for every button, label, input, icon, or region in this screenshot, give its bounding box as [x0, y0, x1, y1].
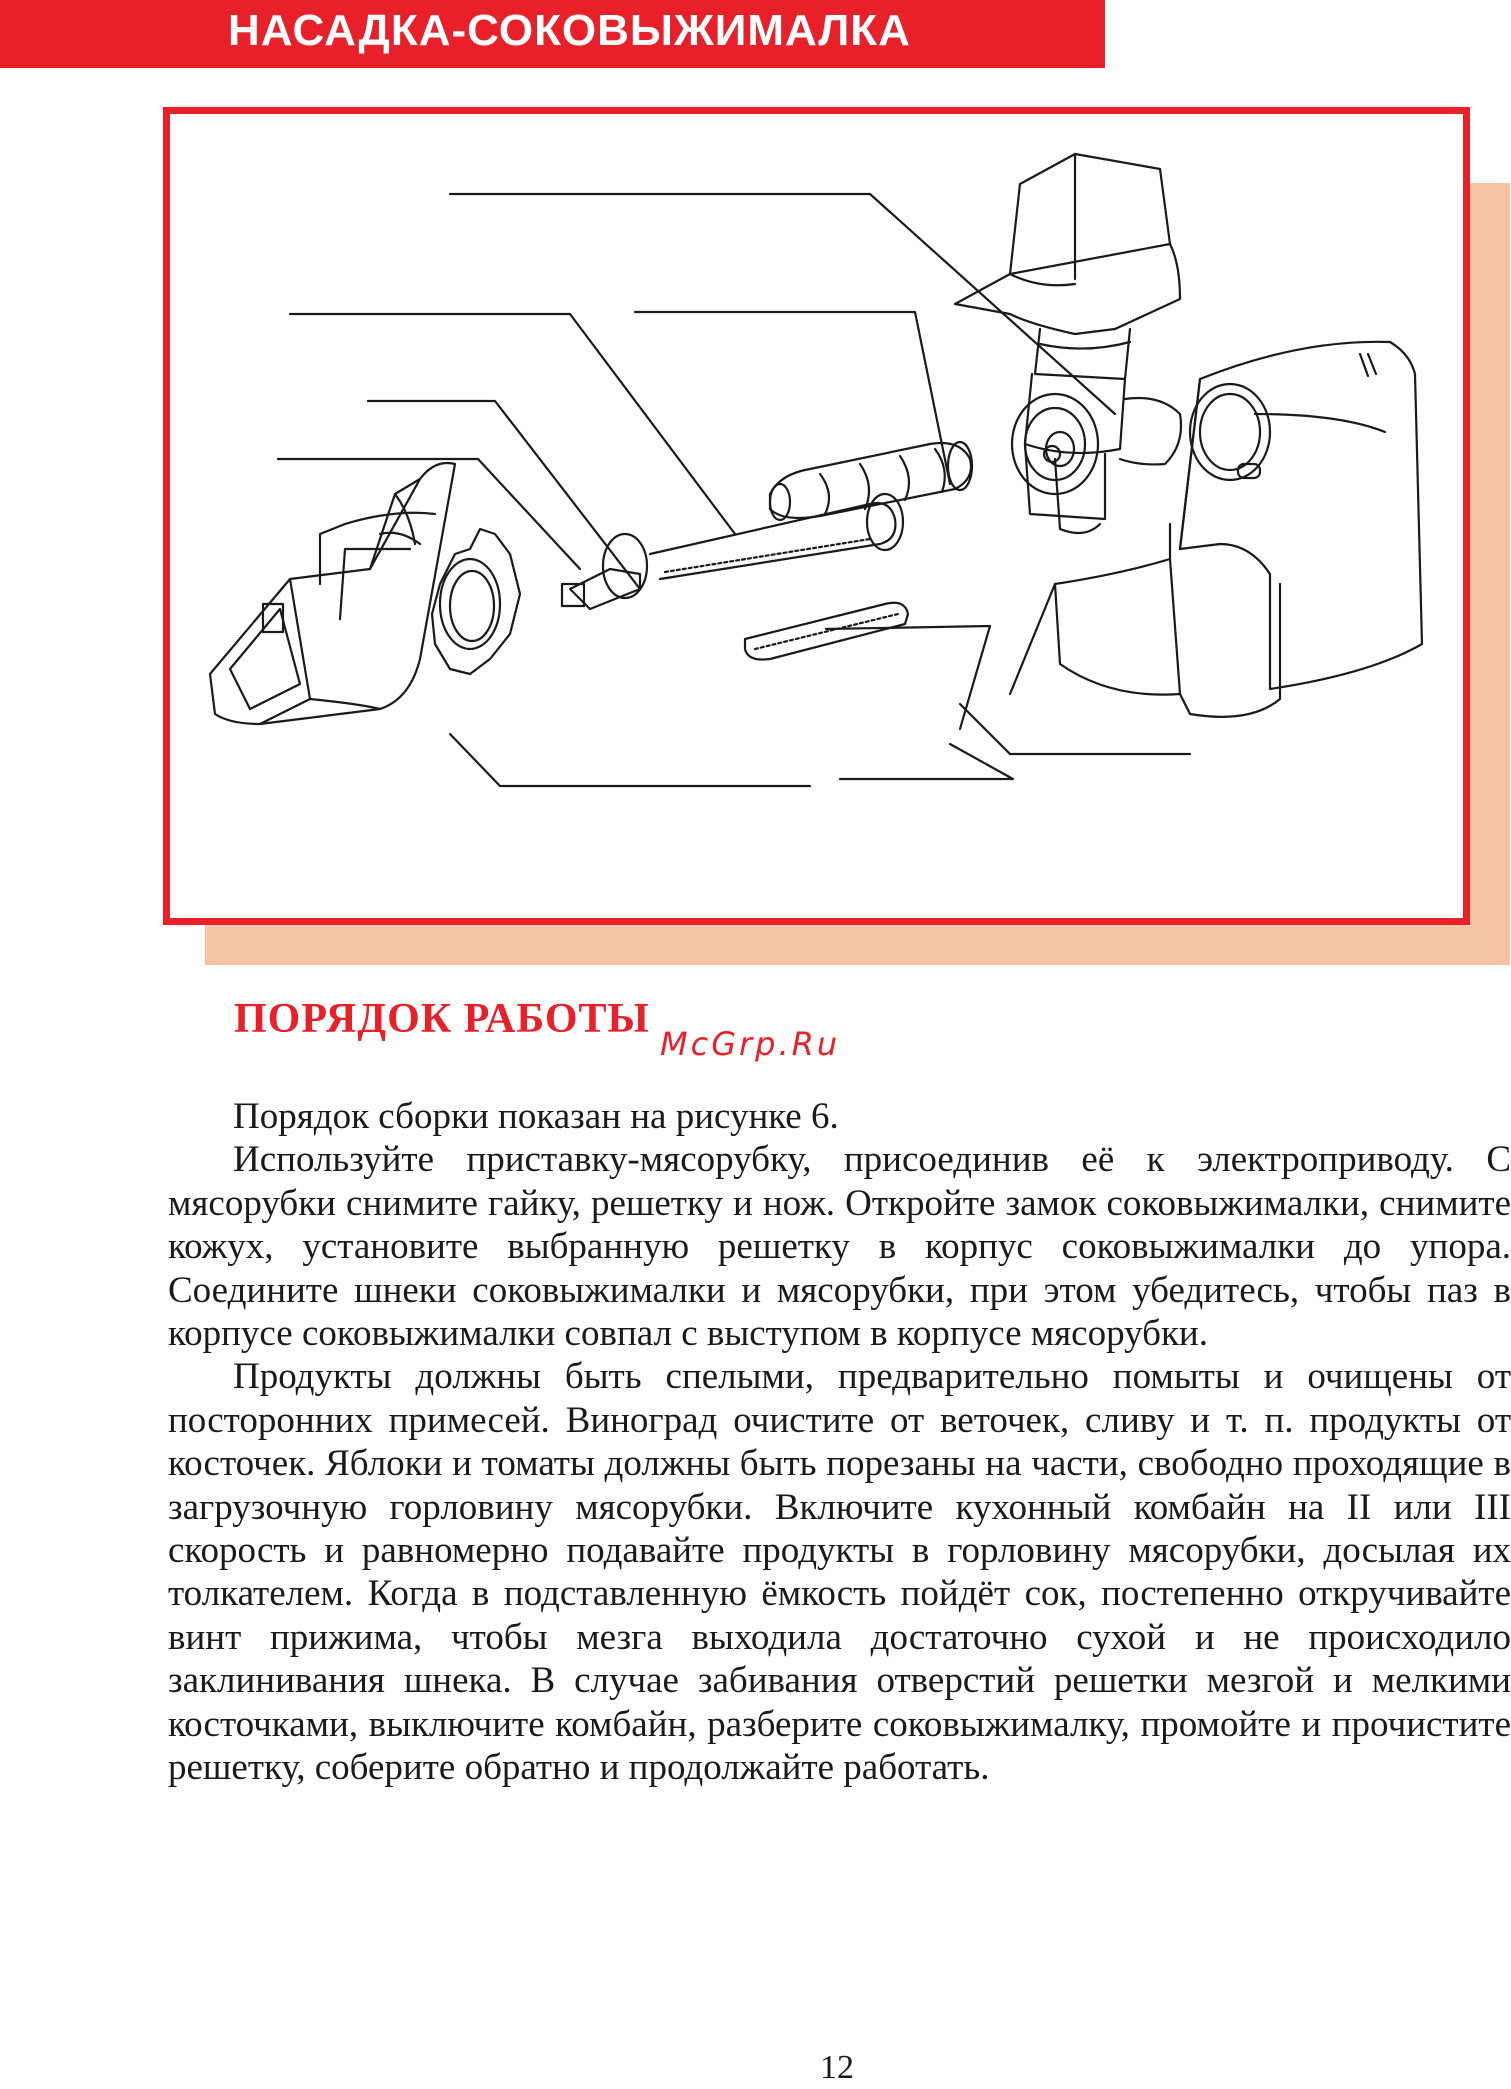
page-title: НАСАДКА-СОКОВЫЖИМАЛКА	[228, 6, 911, 55]
paragraph: Продукты должны быть спелыми, предварительно помыты и очищены от посторонних примесей. Виноград очистите от веточек, сливу и т. п. продукты от косточек. Яблоки и томаты должны быть порезаны на части, свободно проходящие в загрузочную горловину мясорубки. Включите кухонный комбайн на II или III скорость и равномерно подавайте продукты в горловину мясорубки, досылая их толкателем. Когда в подставленную ёмкость пойдёт сок, постепенно откручивайте винт прижима, чтобы мезга выходила достаточно сухой и не происходило заклинивания шнека. В случае забивания отверстий решетки мезгой и мелкими косточками, выключите комбайн, разберите соковыжималку, промойте и прочистите решетку, соберите обратно и продолжайте работать.	[168, 1356, 1511, 1789]
paragraph: Порядок сборки показан на рисунке 6.	[233, 1096, 839, 1137]
header-band	[0, 0, 1105, 68]
juicer-screen	[562, 494, 903, 609]
instructions-text	[168, 1095, 1511, 1790]
base-stand	[1010, 524, 1280, 717]
watermark-text: McGrp.Ru	[660, 1025, 841, 1063]
motor-housing	[1180, 342, 1422, 689]
juicer-strainer	[745, 603, 908, 660]
assembly-figure	[163, 107, 1470, 925]
paragraph: Используйте приставку-мясорубку, присоединив её к электроприводу. С мясорубки снимите гайку, решетку и нож. Откройте замок соковыжималки, снимите кожух, установите выбранную решетку в корпус соковыжималки до упора. Соедините шнеки соковыжималки и мясорубки, при этом убедитесь, чтобы паз в корпусе соковыжималки совпал с выступом в корпусе мясорубки.	[168, 1139, 1511, 1355]
section-heading: ПОРЯДОК РАБОТЫ	[234, 996, 650, 1042]
page-number: 12	[820, 2049, 854, 2086]
juicer-housing	[210, 463, 455, 724]
grinder-ring	[1012, 394, 1098, 494]
locking-ring	[432, 529, 520, 674]
juicer-auger	[770, 442, 972, 520]
